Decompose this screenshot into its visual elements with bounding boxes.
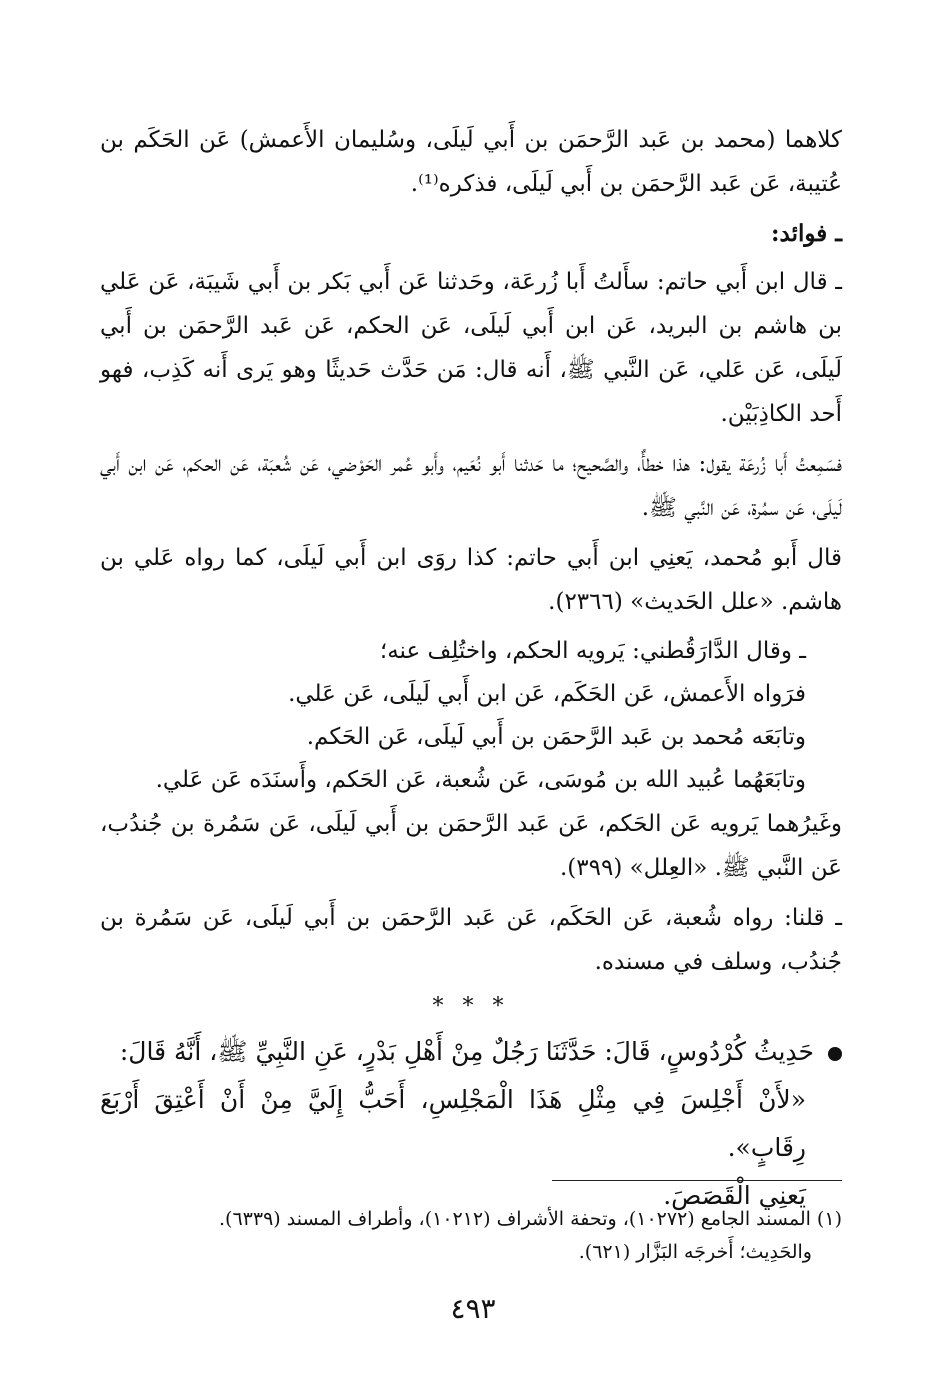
paragraph-ibn-abi-hatim: ـ قال ابن أَبي حاتم: سأَلتُ أَبا زُرعَة، وحَدثنا عَن أَبي بَكر بن أَبي شَيبَة، عَن عَلي بن هاشم بن البريد، عَن ابن أَبي لَيلَى، عَن الحكم، عَن عَبد الرَّحمَن بن أَبي لَيلَى، عَن عَلي، عَن النَّبي ﷺ، أَنه قال: مَن حَدَّث حَديثًا وهو يَرى أَنه كَذِب، فهو أَحد الكاذِبَيْن. <box>100 269 842 427</box>
paragraph-abu-zura: فسَمِعتُ أَبا زُرعَة يقول: هذا خطأٌ، والصَّحيح؛ ما حَدثنا أَبو نُعَيم، وأَبو عُمر الحَوْضي، عَن شُعبَة، عَن الحكم، عَن ابن أَبي لَيلَى، عَن سمُرة، عَن النَّبي ﷺ. <box>100 451 842 521</box>
footnote-separator <box>552 1180 842 1181</box>
paragraph-others: وغَيرُهما يَرويه عَن الحَكم، عَن عَبد الرَّحمَن بن أَبي لَيلَى، عَن سَمُرة بن جُندُب، عَن النَّبي ﷺ. «العِلل» (٣٩٩). <box>100 811 842 881</box>
footnotes <box>100 1203 842 1269</box>
section-heading-fawaid: ـ فوائد: <box>771 220 842 247</box>
footnote-1: (١) المسند الجامع (١٠٢٧٢)، وتحفة الأشراف (١٠٢١٢)، وأطراف المسند (٦٣٣٩). <box>219 1208 842 1230</box>
paragraph-intro: كلاهما (محمد بن عَبد الرَّحمَن بن أَبي لَيلَى، وسُليمان الأَعمش) عَن الحَكَم بن عُتيبة، عَن عَبد الرَّحمَن بن أَبي لَيلَى، فذكره⁽¹⁾. <box>100 127 842 197</box>
footnote-1-cont: والحَدِيث؛ أَخرجَه البَزَّار (٦٢١). <box>578 1241 812 1263</box>
hadith-text: «لأَنْ أَجْلِسَ فِي مِثْلِ هَذَا الْمَجْلِسِ، أَحَبُّ إِلَيَّ مِنْ أَنْ أَعْتِقَ أَرْبَعَ رِقَابٍ». <box>100 1085 806 1162</box>
hadith-note: يَعنِي الْقَصَصَ. <box>663 1181 806 1210</box>
main-text <box>100 118 842 1220</box>
line-ubaidullah: وتابَعَهُما عُبيد الله بن مُوسَى، عَن شُعبة، عَن الحَكم، وأَسنَدَه عَن عَلي. <box>155 767 806 793</box>
paragraph-abu-muhammad: قال أَبو مُحمد، يَعنِي ابن أَبي حاتم: كذا روَى ابن أَبي لَيلَى، كما رواه عَلي بن هاشم. «علل الحَديث» (٢٣٦٦). <box>100 545 842 615</box>
line-aamash: فرَواه الأَعمش، عَن الحَكَم، عَن ابن أَبي لَيلَى، عَن عَلي. <box>288 681 806 707</box>
line-muhammad: وتابَعَه مُحمد بن عَبد الرَّحمَن بن أَبي لَيلَى، عَن الحَكم. <box>306 724 806 750</box>
section-divider-stars: * * * <box>432 994 510 1019</box>
line-daraqutni: ـ وقال الدَّارَقُطني: يَرويه الحكم، واختُلِف عنه؛ <box>379 638 806 664</box>
page-number: ٤٩٣ <box>450 1292 496 1325</box>
paragraph-qulna: ـ قلنا: رواه شُعبة، عَن الحَكَم، عَن عَبد الرَّحمَن بن أَبي لَيلَى، عَن سَمُرة بن جُندُب، وسلف في مسنده. <box>100 905 842 975</box>
hadith-intro-text: حَدِيثُ كُرْدُوسٍ، قَالَ: حَدَّثَنَا رَجُلٌ مِنْ أَهْلِ بَدْرٍ، عَنِ النَّبِيِّ ﷺ، أَنَّهُ قَالَ: <box>119 1037 814 1066</box>
bullet-icon <box>828 1047 842 1061</box>
hadith-intro <box>100 1028 842 1076</box>
